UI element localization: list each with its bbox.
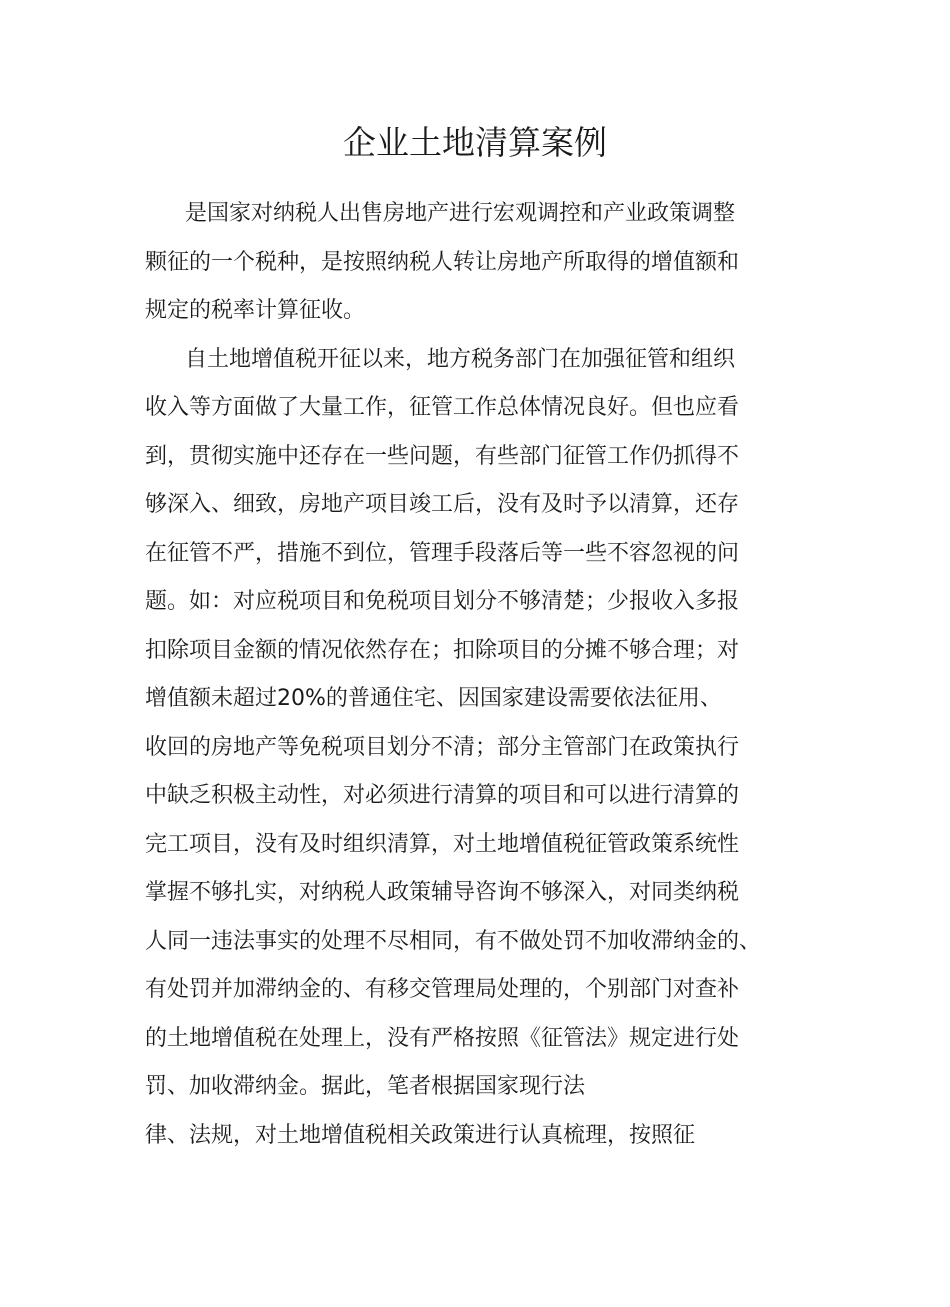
text-line: 颗征的一个税种，是按照纳税人转让房地产所取得的增值额和: [145, 249, 740, 275]
text-line: 中缺乏积极主动性，对必须进行清算的项目和可以进行清算的: [145, 783, 740, 808]
text-line: 规定的税率计算征收。: [145, 298, 366, 323]
text-line: 有处罚并加滞纳金的、有移交管理局处理的，个别部门对查补: [145, 977, 740, 1002]
text-line: 收回的房地产等免税项目划分不清；部分主管部门在政策执行: [145, 734, 740, 760]
document-title: 企业土地清算案例: [343, 123, 607, 162]
text-line: 够深入、细致，房地产项目竣工后，没有及时予以清算，还存: [145, 492, 740, 517]
text-line: 掌握不够扎实，对纳税人政策辅导咨询不够深入，对同类纳税: [145, 880, 740, 905]
text-line: 是国家对纳税人出售房地产进行宏观调控和产业政策调整: [185, 201, 736, 226]
text-line: 完工项目，没有及时组织清算，对土地增值税征管政策系统性: [145, 831, 740, 857]
text-line: 罚、加收滞纳金。据此，笔者根据国家现行法: [145, 1074, 586, 1099]
text-line: 的土地增值税在处理上，没有严格按照《征管法》规定进行处: [145, 1025, 740, 1051]
text-line: 自土地增值税开征以来，地方税务部门在加强征管和组织: [185, 346, 736, 372]
text-line: 人同一违法事实的处理不尽相同，有不做处罚不加收滞纳金的、: [145, 928, 762, 954]
text-line: 题。如：对应税项目和免税项目划分不够清楚；少报收入多报: [145, 589, 740, 614]
text-line: 到，贯彻实施中还存在一些问题，有些部门征管工作仍抓得不: [145, 443, 740, 469]
text-line: 律、法规，对土地增值税相关政策进行认真梳理，按照征: [145, 1122, 696, 1148]
text-line: 扣除项目金额的情况依然存在；扣除项目的分摊不够合理；对: [145, 637, 740, 663]
text-line: 在征管不严，措施不到位，管理手段落后等一些不容忽视的问: [145, 540, 740, 566]
document-body: [145, 190, 795, 1160]
text-line: 增值额未超过20%的普通住宅、因国家建设需要依法征用、: [145, 686, 722, 711]
text-line: 收入等方面做了大量工作，征管工作总体情况良好。但也应看: [145, 395, 740, 420]
